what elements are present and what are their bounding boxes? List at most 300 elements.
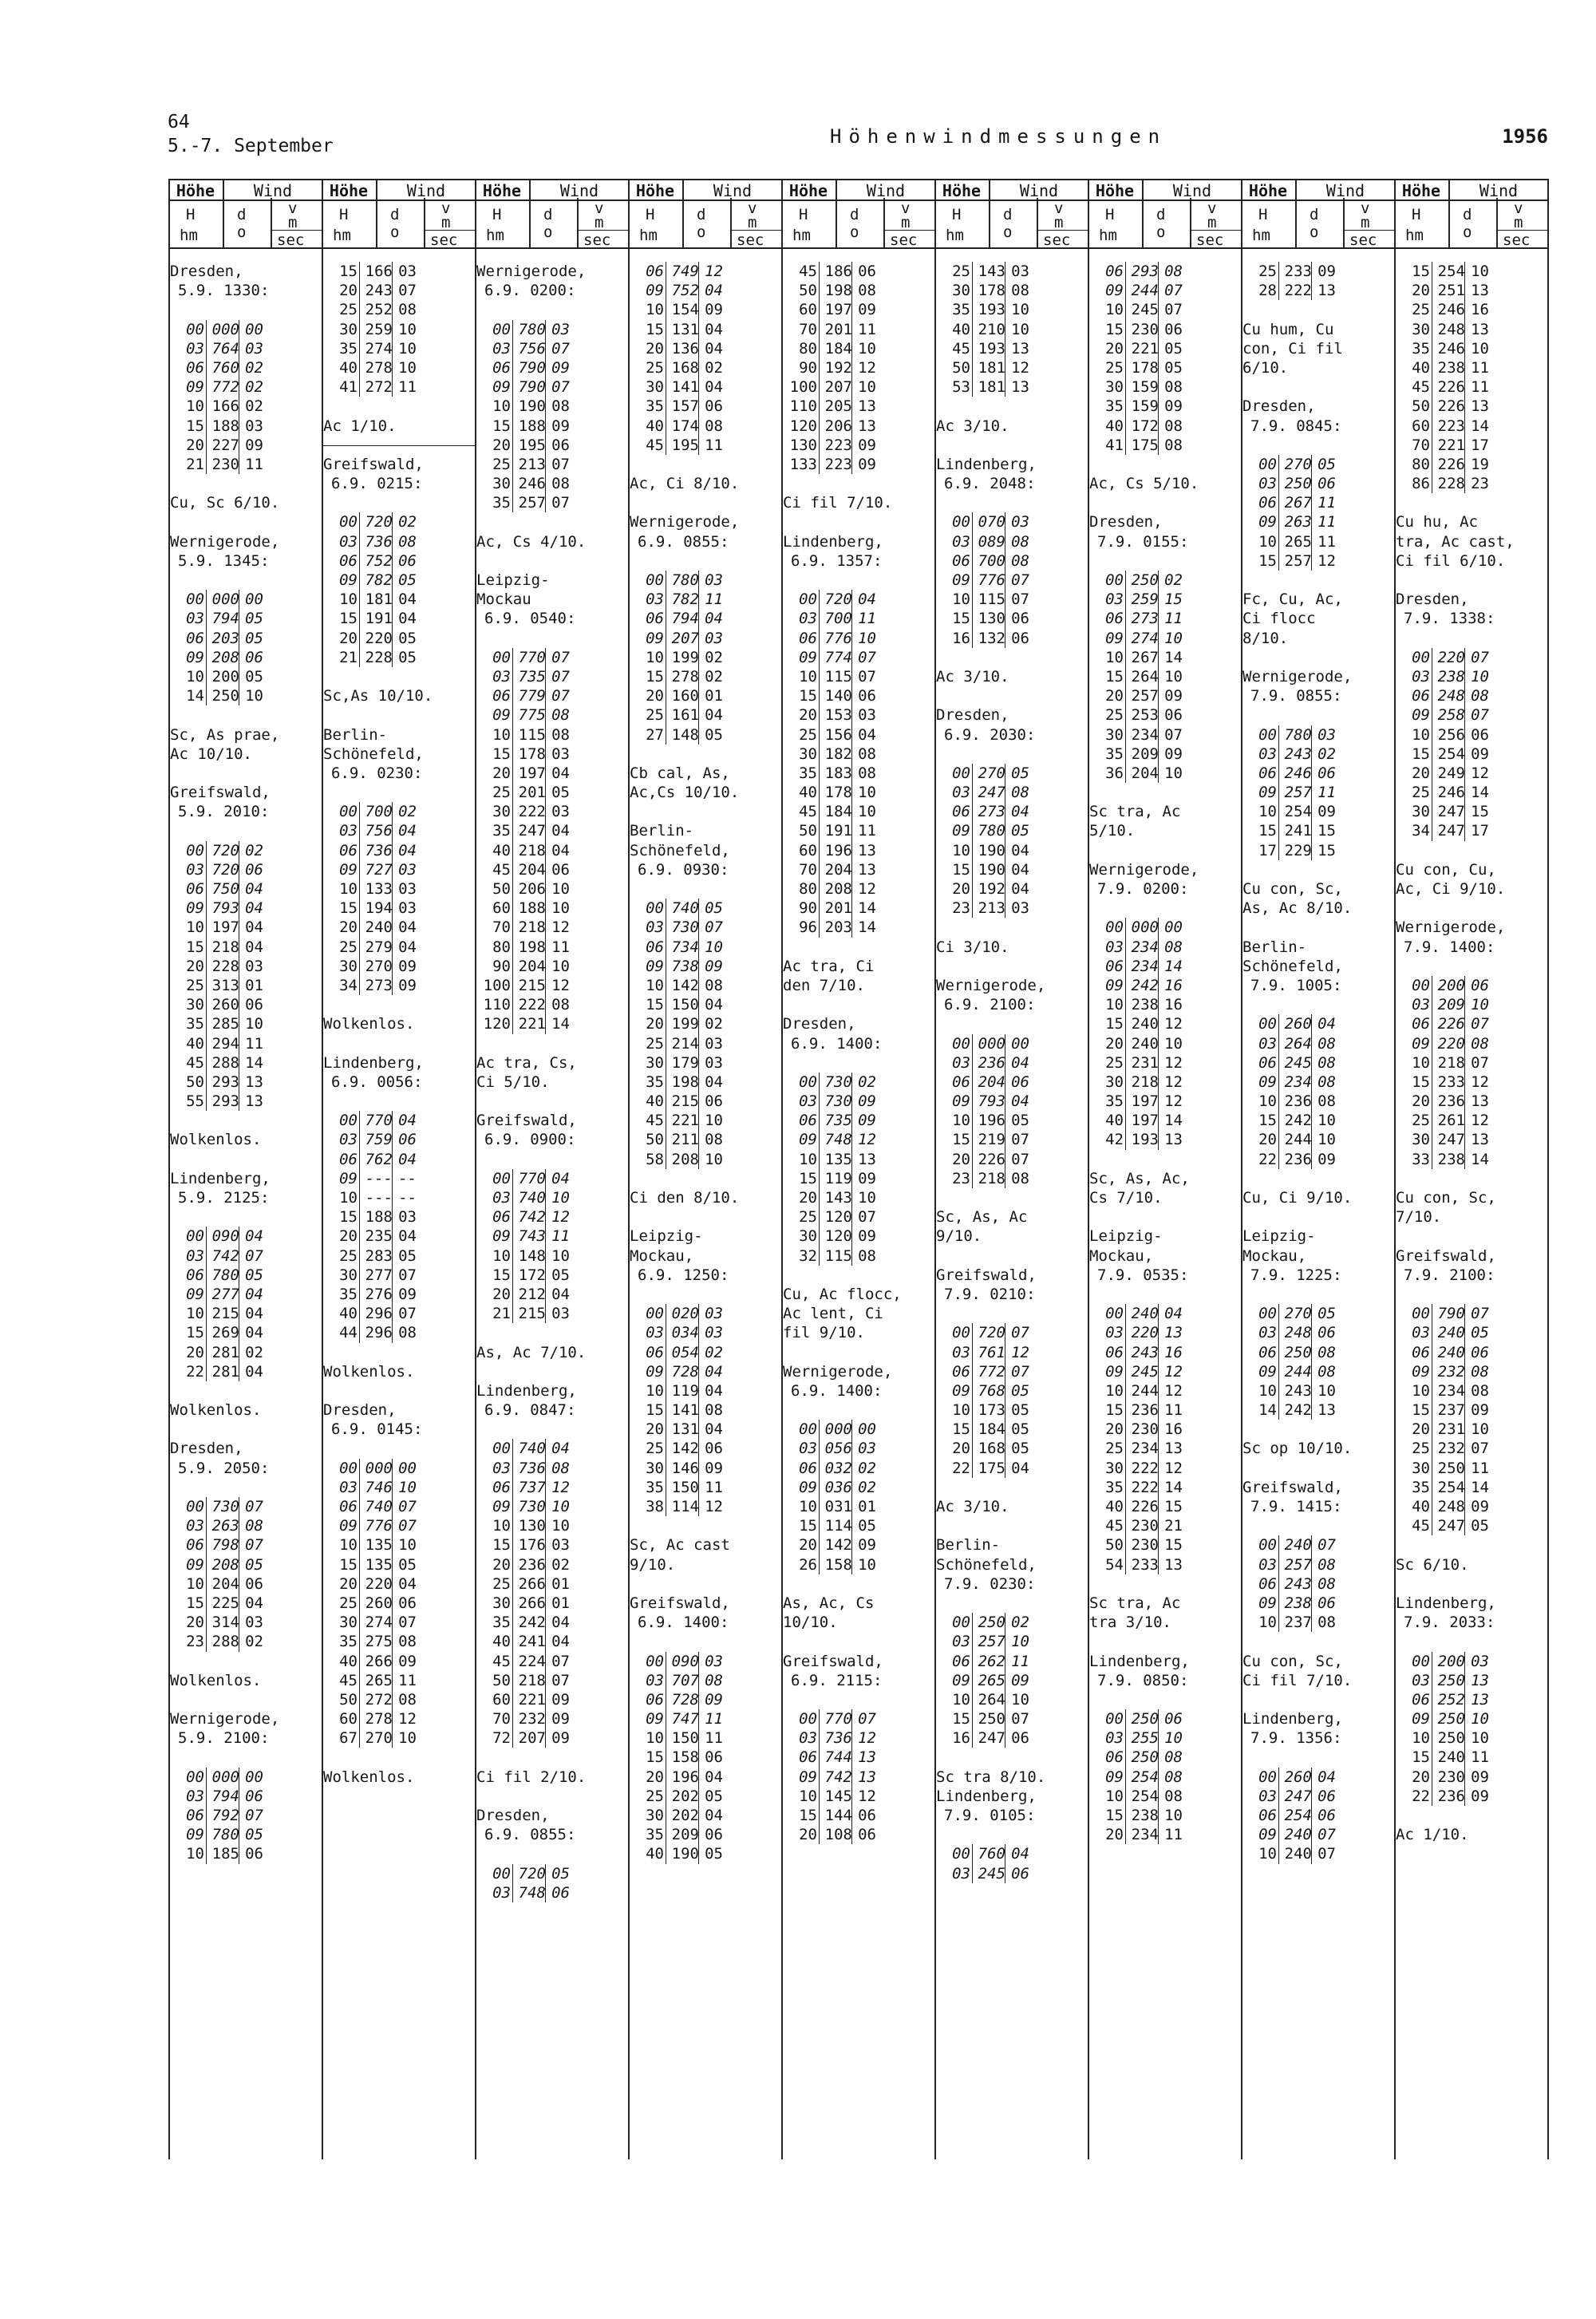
table-row [1241,474,1394,493]
table-row [781,1420,934,1439]
direction-value: 166 [359,262,394,281]
direction-value: 211 [666,1130,701,1149]
speed-value: 09 [851,1535,876,1555]
height-value: 03 [1258,745,1277,763]
table-row [934,1323,1088,1342]
direction-value: 227 [206,436,241,455]
spacer [1394,571,1547,590]
table-row [322,1304,475,1323]
speed-value: 05 [1464,1323,1489,1342]
height-value: 09 [186,648,204,666]
note-label: As, Ac 8/10. [1242,899,1353,918]
table-row [475,1188,628,1207]
observation-time [781,551,934,571]
table-row [1088,1343,1241,1362]
speed-value: 02 [239,1343,263,1362]
page-title: Höhenwindmessungen [830,125,1167,148]
speed-value: 02 [392,802,417,821]
speed-value: 03 [698,1652,723,1671]
table-row [781,417,934,436]
direction-value: 174 [666,417,701,436]
cloud-note [1241,1652,1394,1671]
page-header [168,112,1548,160]
hoehe-heading: Höhe [1095,181,1135,200]
m-label: m [901,214,911,231]
observation-time [1088,1266,1241,1285]
height-value: 00 [799,1420,817,1439]
speed-value: 07 [1158,725,1183,745]
speed-value: 07 [545,1671,570,1690]
speed-value: 14 [851,899,876,918]
table-row [322,879,475,899]
height-value: 30 [492,1594,511,1612]
station-label: Wernigerode, [630,513,740,531]
height-value: 00 [339,803,358,821]
table-row [1088,1516,1241,1535]
speed-value: 08 [1311,1555,1336,1574]
table-row [322,899,475,918]
speed-value: 09 [1464,1400,1489,1420]
height-value: 09 [1412,706,1430,725]
height-value: 10 [1105,1381,1124,1400]
direction-value: 740 [512,1439,547,1458]
direction-value: 201 [512,783,547,802]
table-row [1088,745,1241,764]
speed-value: 04 [239,938,263,957]
sec-label: sec [1043,231,1071,249]
wind-table [168,179,1547,2159]
direction-value: 119 [666,1381,701,1400]
speed-value: 08 [1005,1169,1029,1188]
spacer [781,995,934,1014]
direction-value: 738 [666,957,701,976]
spacer [628,1285,781,1304]
direction-value: 243 [1278,745,1314,764]
speed-value: 13 [851,1150,876,1169]
observation-time [628,1266,781,1285]
direction-value: 254 [1432,262,1467,281]
table-row [628,1439,781,1458]
spacer [1394,899,1547,918]
height-value: 00 [492,1440,511,1458]
cloud-note [934,1497,1088,1516]
station-name [934,1535,1088,1555]
observation-time [1394,1266,1547,1285]
height-value: 40 [799,784,817,802]
table-row [475,783,628,802]
table-row [1394,1728,1547,1748]
table-row [1394,1150,1547,1169]
subheading-separator [577,198,579,247]
table-row [628,571,781,590]
direction-value: 761 [972,1343,1007,1362]
direction-value: 173 [972,1400,1007,1420]
speed-value: 06 [239,1574,263,1594]
time-label: 7.9. 0210: [944,1285,1036,1303]
table-row [168,860,322,879]
table-row [934,609,1088,628]
height-value: 25 [1412,1440,1430,1458]
direction-value: 243 [359,281,394,300]
speed-value: 01 [239,976,263,995]
speed-value: 08 [545,397,570,416]
direction-value: 142 [666,976,701,995]
table-row [168,358,322,377]
height-value: 45 [492,860,511,879]
cloud-note [1241,609,1394,628]
direction-value: 181 [359,590,394,609]
height-value: 35 [799,764,817,782]
height-value: 55 [186,1092,204,1111]
direction-value: 108 [819,1825,854,1844]
direction-value: 730 [666,918,701,937]
table-row [1088,300,1241,319]
note-label: 8/10. [1242,629,1289,647]
height-value: 06 [1412,1343,1430,1361]
speed-value: 00 [239,1768,263,1787]
table-row [1241,1150,1394,1169]
cloud-note [1241,899,1394,918]
time-label: 6.9. 2100: [944,996,1036,1014]
sec-label: sec [737,231,764,249]
speed-value: 04 [392,821,417,840]
station-label: Greifswald, [323,455,424,473]
spacer [1394,1535,1547,1555]
height-value: 09 [186,1285,204,1303]
time-label: 7.9. 0105: [944,1807,1036,1824]
station-label: Wernigerode, [783,1362,893,1381]
direction-value: 278 [359,358,394,377]
direction-value: 254 [1278,1806,1314,1825]
observation-time [322,1420,475,1439]
table-row [628,1728,781,1748]
height-value: 33 [1412,1150,1430,1168]
direction-value: 260 [359,1594,394,1613]
table-row [781,436,934,455]
direction-value: 195 [512,436,547,455]
height-value: 03 [799,1092,817,1111]
height-value: 40 [646,1092,664,1111]
direction-value: 260 [206,995,241,1014]
subheading-separator [529,198,531,247]
speed-value: 04 [698,339,723,358]
direction-value: 215 [512,976,547,995]
table-row [1394,1709,1547,1728]
height-value: 40 [492,841,511,859]
height-value: 40 [339,1305,358,1323]
height-value: 25 [646,1440,664,1458]
direction-value: 240 [1278,1825,1314,1844]
height-value: 03 [1105,1324,1124,1342]
height-value: 00 [646,1652,664,1670]
table-row [934,1034,1088,1053]
height-value: 06 [1258,1574,1277,1593]
observation-time [781,1034,934,1053]
speed-value: 03 [698,571,723,590]
column-subheading [1394,201,1547,249]
speed-value: 09 [1005,1671,1029,1690]
speed-value: 07 [545,455,570,474]
table-row [168,1034,322,1053]
speed-value: 10 [698,1111,723,1130]
height-value: 00 [492,1864,511,1882]
direction-value: 257 [512,493,547,512]
note-label: Cb cal, As, [630,764,730,782]
height-value: 03 [646,919,664,937]
direction-value: 257 [1125,686,1160,705]
table-row [1088,1439,1241,1458]
direction-value: 204 [512,957,547,976]
table-row [1088,571,1241,590]
speed-value: 04 [545,841,570,860]
direction-value: 244 [1278,1362,1314,1381]
speed-value: 01 [698,686,723,705]
height-value: 09 [646,629,664,647]
height-value: 06 [799,1112,817,1130]
table-row [781,1825,934,1844]
direction-value: 735 [819,1111,854,1130]
note-label: Ac, Ci 9/10. [1396,880,1506,898]
height-value: 50 [492,880,511,898]
height-value: 06 [1105,957,1124,975]
table-row [1394,320,1547,339]
speed-value: 12 [1158,1073,1183,1092]
direction-value: 270 [1278,455,1314,474]
table-row [475,358,628,377]
table-row [1241,1787,1394,1806]
speed-value: 02 [698,358,723,377]
height-value: 06 [799,1459,817,1477]
speed-value: 07 [392,1266,417,1285]
speed-value: 08 [545,995,570,1014]
direction-value: 214 [666,1034,701,1053]
speed-value: 04 [545,1169,570,1188]
note-label: fil 9/10. [783,1324,865,1342]
direction-value: 237 [1278,1613,1314,1632]
table-row [1241,1400,1394,1420]
station-name [1241,667,1394,686]
speed-value: 06 [1311,1594,1336,1613]
direction-value: 782 [666,590,701,609]
column-title-row [781,179,934,201]
degree-label: o [850,223,859,241]
height-value: 15 [339,899,358,918]
table-row [628,1400,781,1420]
table-row [322,1516,475,1535]
cloud-note [322,1014,475,1033]
speed-value: 10 [1464,262,1489,281]
table-row [781,1516,934,1535]
table-row [1241,1092,1394,1111]
subheading-separator [1496,198,1498,247]
table-row [475,1207,628,1227]
direction-value: 780 [206,1825,241,1844]
direction-value: 182 [819,745,854,764]
speed-value: 07 [392,1497,417,1516]
direction-value: 288 [206,1632,241,1651]
station-label: Greifswald, [170,784,271,802]
direction-value: 221 [512,1690,547,1709]
direction-value: 130 [512,1516,547,1535]
height-value: 15 [952,1420,970,1439]
height-value: 06 [952,1073,970,1091]
table-row [781,455,934,474]
table-row [628,957,781,976]
height-value: 10 [339,880,358,898]
speed-value: 02 [698,1014,723,1033]
table-row [475,377,628,397]
speed-value: 04 [1005,879,1029,899]
table-row [322,648,475,667]
table-row [628,1130,781,1149]
direction-value: 213 [972,899,1007,918]
speed-value: 07 [1005,1362,1029,1381]
cloud-note [1241,358,1394,377]
height-value: 30 [492,475,511,493]
height-value: 10 [1258,532,1277,551]
direction-value: 222 [1125,1459,1160,1478]
direction-value: 252 [359,300,394,319]
column-subheading [168,201,322,249]
table-row [322,590,475,609]
height-value: 25 [339,1246,358,1265]
h-label: H [1105,206,1115,223]
cloud-note [1394,1555,1547,1574]
spacer [781,512,934,531]
table-row [781,764,934,783]
table-row [168,609,322,628]
direction-value: 188 [512,899,547,918]
spacer [168,1207,322,1227]
time-label: 7.9. 1225: [1250,1266,1342,1284]
note-label: Sc tra 8/10. [936,1768,1046,1786]
speed-value: 00 [239,320,263,339]
direction-value: 115 [819,667,854,686]
height-value: 06 [186,880,204,898]
speed-value: 06 [1464,976,1489,995]
speed-value: 10 [851,783,876,802]
sec-label: sec [890,231,918,249]
speed-value: 07 [1311,1844,1336,1863]
speed-value: 12 [851,879,876,899]
speed-value: 08 [392,1690,417,1709]
table-row [1241,783,1394,802]
speed-value: 02 [239,841,263,860]
note-label: Fc, Cu, Ac, [1242,591,1343,609]
height-value: 58 [646,1150,664,1168]
spacer [1241,436,1394,455]
column-body [168,262,322,1864]
height-value: 03 [1105,938,1124,956]
spacer [1088,1690,1241,1709]
table-row [475,841,628,860]
speed-value: 08 [1464,686,1489,705]
table-row [934,1362,1088,1381]
spacer [322,1343,475,1362]
direction-value: 154 [666,300,701,319]
height-value: 36 [1105,764,1124,782]
wind-heading: Wind [406,181,446,200]
height-value: 09 [186,1826,204,1844]
height-value: 67 [339,1729,358,1748]
speed-value: 08 [851,745,876,764]
station-name [628,1227,781,1246]
height-value: 09 [339,571,358,589]
table-row [628,1844,781,1863]
time-label: 6.9. 0056: [331,1073,423,1091]
table-row [1241,551,1394,571]
table-row [1394,417,1547,436]
note-label: Sc, As, Ac [936,1208,1028,1227]
table-row [628,1014,781,1033]
height-value: 06 [1258,494,1277,512]
speed-value: 06 [851,686,876,705]
speed-value: 03 [392,879,417,899]
observation-time [628,1613,781,1632]
speed-value: 05 [1005,1420,1029,1439]
speed-value: 11 [1464,377,1489,397]
height-value: 00 [1258,725,1277,744]
direction-value: 238 [1432,667,1467,686]
spacer [934,1246,1088,1266]
direction-value: 196 [819,841,854,860]
height-value: 06 [492,358,511,377]
table-row [781,705,934,725]
cloud-note [628,783,781,802]
direction-value: 221 [512,1014,547,1033]
table-row [1394,1690,1547,1709]
cloud-note [1088,1613,1241,1632]
direction-value: 230 [1125,320,1160,339]
speed-value: 08 [545,705,570,725]
sec-label: sec [1196,231,1224,249]
station-label: Greifswald, [476,1112,577,1130]
direction-value: 240 [1278,1535,1314,1555]
speed-value: 13 [1158,1130,1183,1149]
table-row [1394,686,1547,705]
direction-value: 259 [1125,590,1160,609]
wind-heading: Wind [559,181,599,200]
column-title-row [1394,179,1547,201]
spacer [475,512,628,531]
height-value: 06 [646,1343,664,1361]
column-subheading [628,201,781,249]
time-label: 7.9. 1356: [1250,1729,1342,1748]
direction-value: 141 [666,1400,701,1420]
table-row [475,455,628,474]
note-label: 10/10. [783,1614,838,1632]
direction-value: 135 [359,1535,394,1555]
height-value: 20 [952,1440,970,1458]
speed-value: 04 [698,705,723,725]
speed-value: 11 [545,938,570,957]
cloud-note [475,1343,628,1362]
speed-value: 21 [1158,1516,1183,1535]
date-range: 5.-7. September [168,136,334,156]
table-column [1394,179,1547,2159]
height-value: 45 [952,339,970,358]
speed-value: 05 [545,1864,570,1883]
spacer [1088,899,1241,918]
speed-value: 08 [392,300,417,319]
station-label: Lindenberg, [936,455,1037,473]
speed-value: 10 [851,1188,876,1207]
table-row [1088,648,1241,667]
v-label: v [1054,200,1064,217]
spacer [168,474,322,493]
direction-value: 273 [1125,609,1160,628]
m-label: m [595,214,604,231]
